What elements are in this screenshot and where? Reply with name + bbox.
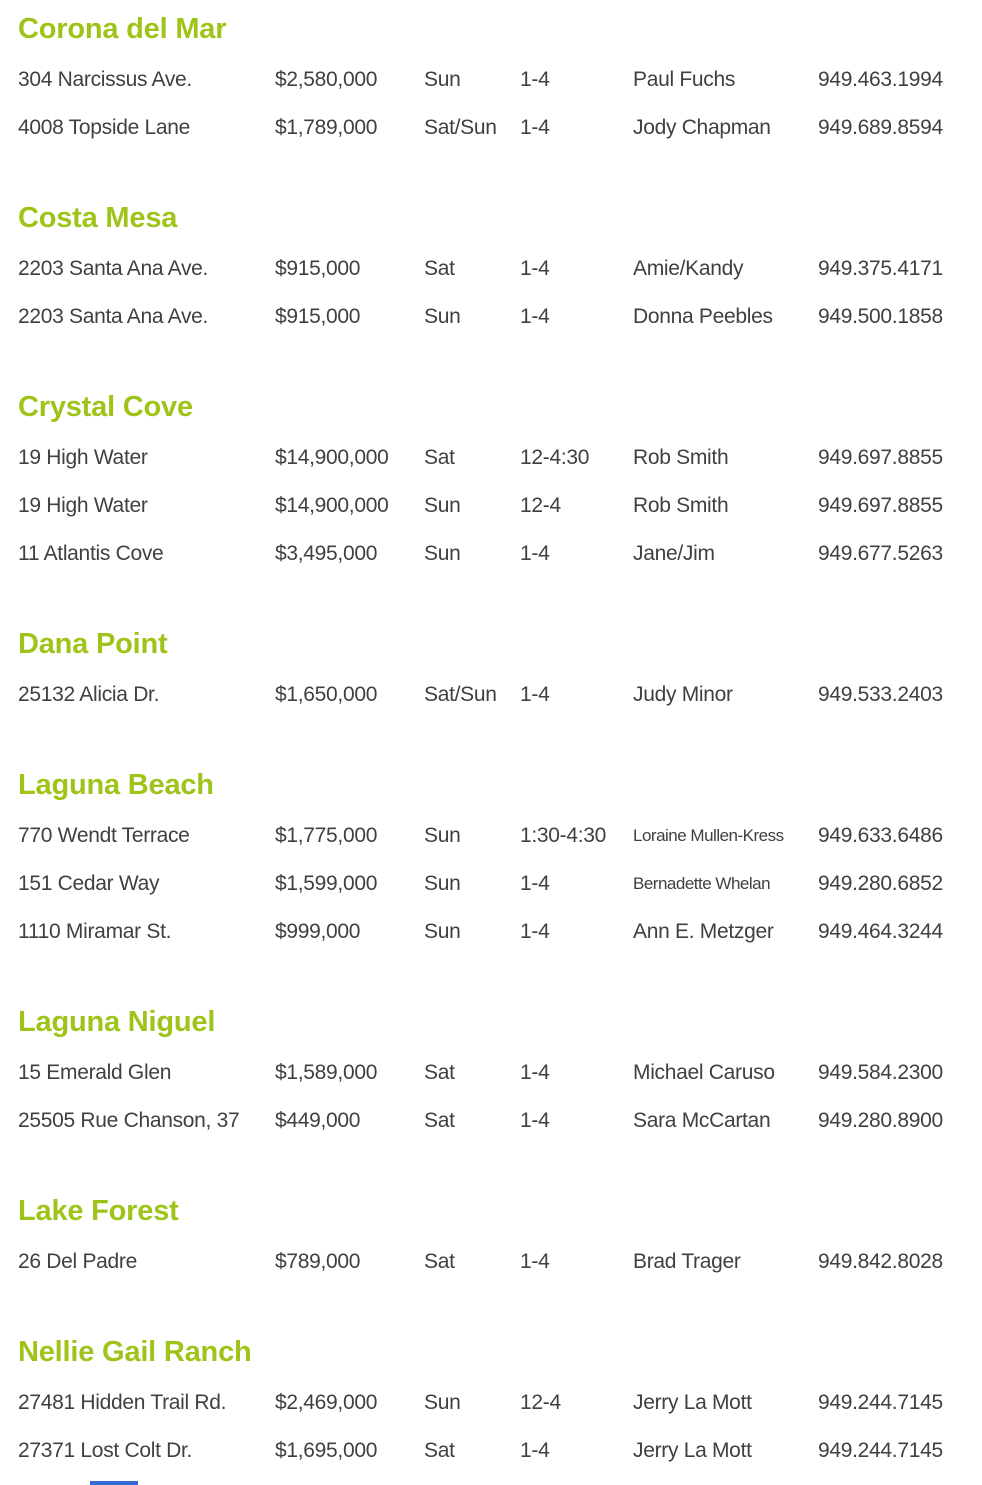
- listing-phone: 949.689.8594: [818, 116, 943, 139]
- section-rows: [18, 1238, 964, 1286]
- listing-phone: 949.244.7145: [818, 1439, 943, 1462]
- listing-time: 12-4: [520, 1391, 561, 1414]
- listing-time: 1-4: [520, 1061, 550, 1084]
- listing-address: 25505 Rue Chanson, 37: [18, 1109, 240, 1132]
- listing-address: 1110 Miramar St.: [18, 920, 172, 943]
- listing-phone: 949.463.1994: [818, 68, 943, 91]
- city-heading: Nellie Gail Ranch: [18, 1336, 252, 1368]
- city-section: [18, 1194, 964, 1286]
- city-section: [18, 390, 964, 578]
- listing-phone: 949.533.2403: [818, 683, 943, 706]
- listing-day: Sun: [424, 494, 461, 517]
- listing-day: Sun: [424, 542, 461, 565]
- sections-container: [18, 12, 964, 1475]
- listing-price: $1,695,000: [275, 1439, 378, 1462]
- listing-time: 1:30-4:30: [520, 824, 607, 847]
- listing-phone: 949.677.5263: [818, 542, 943, 565]
- city-heading: Lake Forest: [18, 1195, 179, 1227]
- listing-phone: 949.842.8028: [818, 1250, 943, 1273]
- listing-row: [18, 104, 964, 152]
- listing-address: 19 High Water: [18, 494, 148, 517]
- listing-row: [18, 56, 964, 104]
- listing-address: 770 Wendt Terrace: [18, 824, 190, 847]
- listing-agent: Sara McCartan: [633, 1109, 771, 1132]
- listing-address: 19 High Water: [18, 446, 148, 469]
- listing-row: [18, 482, 964, 530]
- listing-phone: 949.633.6486: [818, 824, 943, 847]
- listing-time: 12-4:30: [520, 446, 590, 469]
- listing-row: [18, 1097, 964, 1145]
- section-rows: [18, 671, 964, 719]
- listing-day: Sat: [424, 257, 455, 280]
- listing-row: [18, 434, 964, 482]
- listing-address: 25132 Alicia Dr.: [18, 683, 160, 706]
- listing-row: [18, 860, 964, 908]
- listing-time: 1-4: [520, 1250, 550, 1273]
- city-heading: Corona del Mar: [18, 13, 227, 45]
- listing-price: $2,580,000: [275, 68, 378, 91]
- listing-agent: Jody Chapman: [633, 116, 771, 139]
- listing-time: 1-4: [520, 116, 550, 139]
- listing-price: $1,789,000: [275, 116, 378, 139]
- listing-row: [18, 1238, 964, 1286]
- listing-price: $789,000: [275, 1250, 361, 1273]
- listing-day: Sat: [424, 1250, 455, 1273]
- listing-price: $1,775,000: [275, 824, 378, 847]
- listing-time: 1-4: [520, 872, 550, 895]
- listing-agent: Loraine Mullen-Kress: [633, 826, 784, 845]
- listing-row: [18, 245, 964, 293]
- section-rows: [18, 1049, 964, 1145]
- listing-day: Sat: [424, 1109, 455, 1132]
- listing-row: [18, 1049, 964, 1097]
- listing-day: Sun: [424, 305, 461, 328]
- listing-row: [18, 1379, 964, 1427]
- listing-address: 27371 Lost Colt Dr.: [18, 1439, 193, 1462]
- listing-price: $915,000: [275, 257, 361, 280]
- listing-phone: 949.697.8855: [818, 494, 943, 517]
- listing-address: 151 Cedar Way: [18, 872, 160, 895]
- footer-accent-bar: [90, 1481, 138, 1485]
- listing-day: Sat: [424, 1439, 455, 1462]
- listing-agent: Brad Trager: [633, 1250, 741, 1273]
- listing-day: Sat: [424, 1061, 455, 1084]
- listing-agent: Bernadette Whelan: [633, 874, 771, 893]
- listing-agent: Amie/Kandy: [633, 257, 744, 280]
- city-heading: Costa Mesa: [18, 202, 178, 234]
- city-section: [18, 201, 964, 341]
- listing-address: 11 Atlantis Cove: [18, 542, 164, 565]
- listing-price: $999,000: [275, 920, 361, 943]
- listing-agent: Jerry La Mott: [633, 1391, 752, 1414]
- listing-day: Sun: [424, 1391, 461, 1414]
- city-section: [18, 1335, 964, 1475]
- listing-time: 1-4: [520, 257, 550, 280]
- listing-time: 1-4: [520, 542, 550, 565]
- listing-address: 304 Narcissus Ave.: [18, 68, 192, 91]
- city-heading: Crystal Cove: [18, 391, 193, 423]
- listing-time: 1-4: [520, 683, 550, 706]
- listing-day: Sat: [424, 446, 455, 469]
- listing-address: 26 Del Padre: [18, 1250, 137, 1273]
- section-rows: [18, 812, 964, 956]
- listing-agent: Rob Smith: [633, 446, 729, 469]
- listing-row: [18, 812, 964, 860]
- listing-address: 4008 Topside Lane: [18, 116, 191, 139]
- listing-price: $14,900,000: [275, 446, 389, 469]
- listing-agent: Donna Peebles: [633, 305, 773, 328]
- listing-price: $2,469,000: [275, 1391, 378, 1414]
- listing-agent: Ann E. Metzger: [633, 920, 774, 943]
- listing-phone: 949.464.3244: [818, 920, 943, 943]
- listing-row: [18, 530, 964, 578]
- listing-price: $1,599,000: [275, 872, 378, 895]
- listing-address: 2203 Santa Ana Ave.: [18, 257, 209, 280]
- listing-time: 1-4: [520, 305, 550, 328]
- listing-row: [18, 293, 964, 341]
- listing-address: 2203 Santa Ana Ave.: [18, 305, 209, 328]
- section-rows: [18, 245, 964, 341]
- listing-address: 15 Emerald Glen: [18, 1061, 172, 1084]
- listing-row: [18, 908, 964, 956]
- listing-price: $14,900,000: [275, 494, 389, 517]
- listing-row: [18, 1427, 964, 1475]
- city-section: [18, 12, 964, 152]
- listing-agent: Michael Caruso: [633, 1061, 775, 1084]
- listing-address: 27481 Hidden Trail Rd.: [18, 1391, 227, 1414]
- listing-phone: 949.244.7145: [818, 1391, 943, 1414]
- listing-price: $915,000: [275, 305, 361, 328]
- listing-time: 12-4: [520, 494, 561, 517]
- listing-phone: 949.280.6852: [818, 872, 943, 895]
- listing-price: $449,000: [275, 1109, 361, 1132]
- listing-price: $1,589,000: [275, 1061, 378, 1084]
- listing-day: Sun: [424, 68, 461, 91]
- listing-agent: Judy Minor: [633, 683, 733, 706]
- section-rows: [18, 434, 964, 578]
- listing-phone: 949.584.2300: [818, 1061, 943, 1084]
- listing-time: 1-4: [520, 1439, 550, 1462]
- listing-day: Sat/Sun: [424, 683, 497, 706]
- listing-time: 1-4: [520, 920, 550, 943]
- city-heading: Laguna Beach: [18, 769, 214, 801]
- listing-agent: Jane/Jim: [633, 542, 715, 565]
- city-section: [18, 768, 964, 956]
- section-rows: [18, 1379, 964, 1475]
- listing-day: Sun: [424, 824, 461, 847]
- listing-agent: Rob Smith: [633, 494, 729, 517]
- city-section: [18, 627, 964, 719]
- listing-row: [18, 671, 964, 719]
- listing-phone: 949.375.4171: [818, 257, 943, 280]
- section-rows: [18, 56, 964, 152]
- listing-phone: 949.280.8900: [818, 1109, 943, 1132]
- city-heading: Dana Point: [18, 628, 168, 660]
- listing-agent: Paul Fuchs: [633, 68, 736, 91]
- listing-time: 1-4: [520, 1109, 550, 1132]
- listing-day: Sun: [424, 920, 461, 943]
- listing-time: 1-4: [520, 68, 550, 91]
- listing-phone: 949.500.1858: [818, 305, 943, 328]
- listing-agent: Jerry La Mott: [633, 1439, 752, 1462]
- listing-day: Sun: [424, 872, 461, 895]
- city-heading: Laguna Niguel: [18, 1006, 216, 1038]
- city-section: [18, 1005, 964, 1145]
- listing-phone: 949.697.8855: [818, 446, 943, 469]
- listing-day: Sat/Sun: [424, 116, 497, 139]
- listing-price: $3,495,000: [275, 542, 378, 565]
- listing-price: $1,650,000: [275, 683, 378, 706]
